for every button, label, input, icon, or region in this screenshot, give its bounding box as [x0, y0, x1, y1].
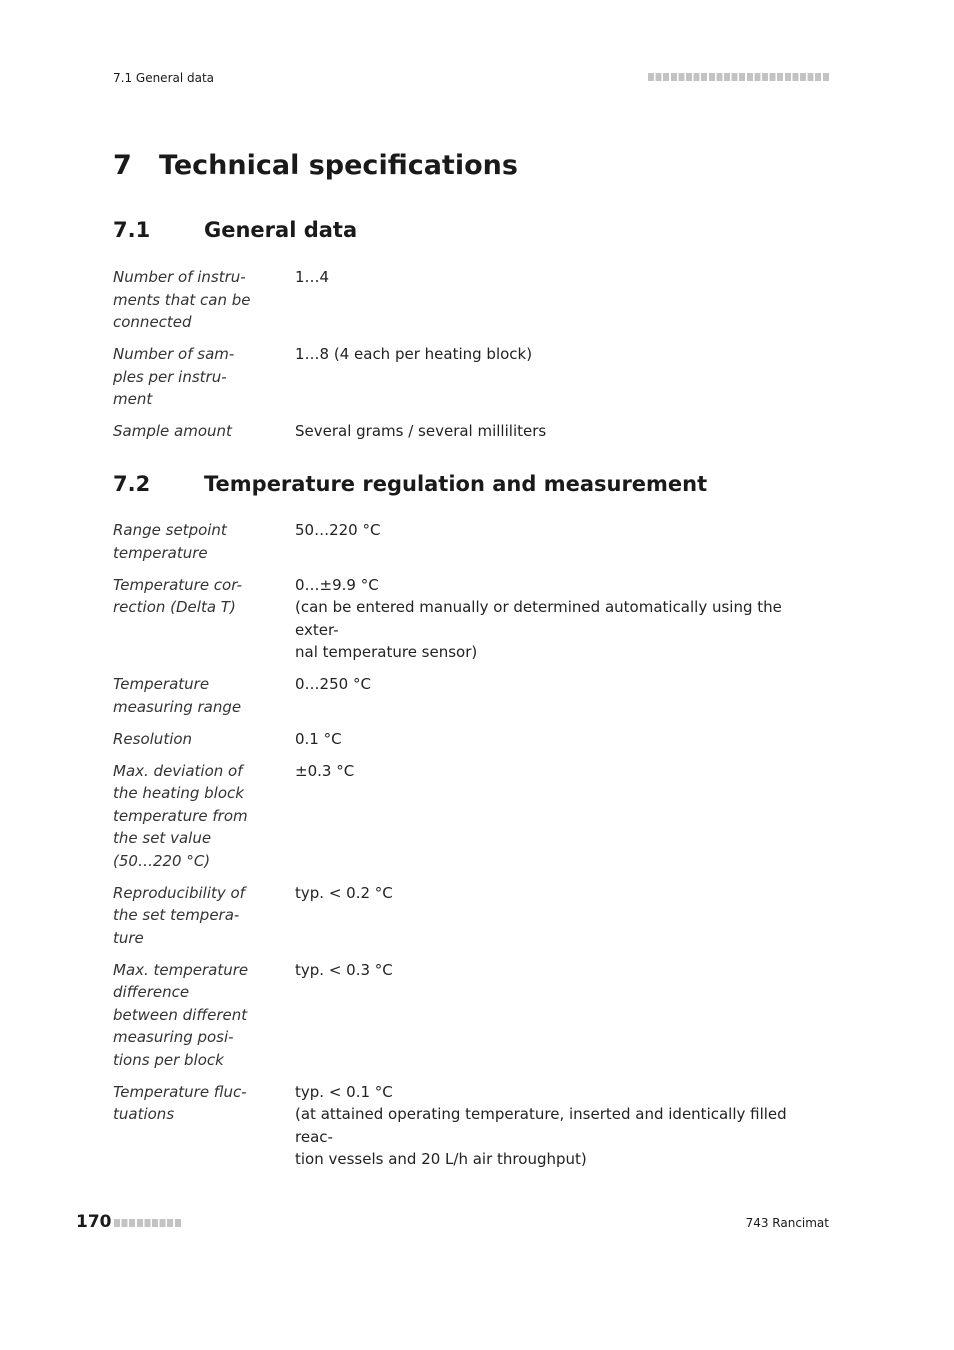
section-title-text: Temperature regulation and measurement	[204, 472, 708, 496]
spec-value: 0…250 °C	[295, 675, 371, 693]
chapter-title-text: Technical specifications	[159, 150, 518, 181]
spec-label: Sample amount	[113, 422, 232, 440]
spec-row	[113, 959, 813, 1072]
chapter-number: 7	[113, 150, 132, 181]
spec-row	[113, 728, 813, 751]
section-title-temperature	[113, 472, 707, 496]
spec-label: Range setpoint temperature	[113, 521, 227, 562]
spec-table-temperature	[113, 519, 813, 1180]
spec-label: Temperature fluc- tuations	[113, 1082, 247, 1123]
spec-row	[113, 882, 813, 950]
spec-value: ±0.3 °C	[295, 761, 355, 780]
spec-row	[113, 266, 813, 334]
spec-value: 0.1 °C	[295, 729, 342, 748]
spec-label: Max. temperature difference between different measuring posi- tions per block	[113, 960, 249, 1069]
section-number: 7.2	[113, 472, 151, 496]
spec-row	[113, 420, 813, 443]
spec-value: Several grams / several milliliters	[295, 422, 547, 440]
spec-label: Reproducibility of the set tempera- ture	[113, 883, 245, 947]
spec-value: 1…8 (4 each per heating block)	[295, 345, 533, 363]
spec-value: typ. < 0.1 °C (at attained operating temperature, inserted and identically filled reac- tion vessels and 20 L/h air throughput)	[295, 1082, 787, 1168]
spec-value: 1…4	[295, 268, 330, 286]
spec-table-general-data	[113, 266, 813, 452]
spec-label: Temperature cor- rection (Delta T)	[113, 575, 242, 616]
footer-product-name: 743 Rancimat	[745, 1216, 829, 1230]
running-header: 7.1 General data	[113, 71, 215, 85]
spec-row	[113, 1081, 813, 1171]
spec-label: Number of sam- ples per instru- ment	[113, 345, 235, 408]
page-number: 170	[76, 1212, 112, 1232]
spec-label: Max. deviation of the heating block temperature from the set value (50…220 °C)	[113, 761, 248, 870]
header-dot-rule	[648, 73, 829, 81]
footer-dot-rule	[114, 1219, 182, 1227]
spec-value: 0…±9.9 °C (can be entered manually or determined automatically using the exter- nal temperature sensor)	[295, 575, 782, 661]
spec-row	[113, 343, 813, 411]
spec-row	[113, 574, 813, 664]
spec-row	[113, 673, 813, 718]
spec-value: typ. < 0.2 °C	[295, 883, 393, 902]
spec-value: typ. < 0.3 °C	[295, 960, 393, 979]
spec-value: 50…220 °C	[295, 521, 381, 539]
spec-label: Number of instru- ments that can be connected	[113, 268, 251, 331]
spec-label: Resolution	[113, 729, 193, 748]
spec-row	[113, 760, 813, 873]
chapter-title	[113, 150, 518, 181]
spec-row	[113, 519, 813, 564]
spec-label: Temperature measuring range	[113, 675, 242, 716]
section-title-text: General data	[204, 218, 358, 242]
section-title-general-data	[113, 218, 357, 242]
section-number: 7.1	[113, 218, 151, 242]
